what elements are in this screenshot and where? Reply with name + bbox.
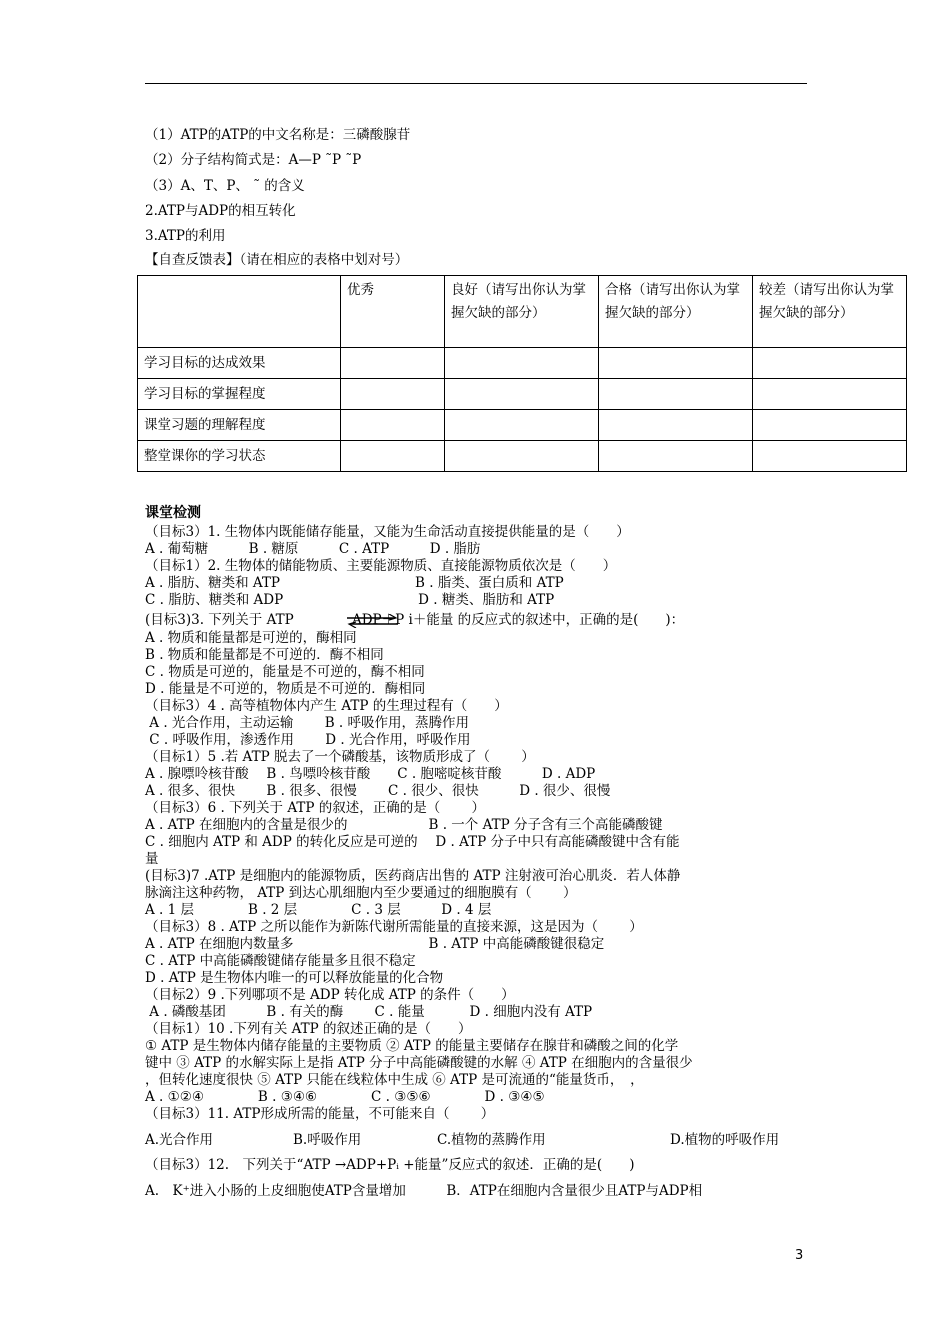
q-line: 键中 ③ ATP 的水解实际上是指 ATP 分子中高能磷酸键的水解 ④ ATP 在细胞内的含量很少: [145, 1055, 693, 1071]
q-line: （目标3）4 . 高等植物体内产生 ATP 的生理过程有（ ）: [145, 698, 508, 714]
intro-line-3: （3）A、T、P、 ˜ 的含义: [145, 178, 305, 194]
q-line: A . 1 层 B . 2 层 C . 3 层 D . 4 层: [145, 902, 492, 918]
header-rule: [145, 83, 807, 84]
feedback-header-pass: 合格（请写出你认为掌握欠缺的部分）: [599, 276, 753, 348]
feedback-cell[interactable]: [753, 348, 907, 379]
feedback-cell[interactable]: [445, 348, 599, 379]
q-line: A . ATP 在细胞内的含量是很少的 B . 一个 ATP 分子含有三个高能磷酸键: [145, 817, 663, 833]
feedback-header-row: [138, 276, 907, 348]
q-line: D . ATP 是生物体内唯一的可以释放能量的化合物: [145, 970, 444, 986]
q-line: A . 光合作用，主动运输 B . 呼吸作用，蒸腾作用: [145, 715, 469, 731]
q-line: A . ATP 在细胞内数量多 B . ATP 中高能磷酸键很稳定: [145, 936, 605, 952]
feedback-table: [137, 275, 907, 472]
q-line: (目标3)3. 下列关于 ATP ADP＋P i＋能量 的反应式的叙述中，正确的是( )：: [145, 612, 685, 628]
feedback-title: 【自查反馈表】（请在相应的表格中划对号）: [145, 252, 409, 268]
q-line: (目标3)7 .ATP 是细胞内的能源物质，医药商店出售的 ATP 注射液可治心肌炎．若人体静: [145, 868, 681, 884]
feedback-cell[interactable]: [341, 348, 445, 379]
feedback-cell[interactable]: [445, 379, 599, 410]
feedback-cell[interactable]: [599, 379, 753, 410]
intro-line-4: 2.ATP与ADP的相互转化: [145, 203, 296, 219]
q-line: A . 脂肪、糖类和 ATP B . 脂类、蛋白质和 ATP: [145, 575, 564, 591]
feedback-cell[interactable]: [341, 379, 445, 410]
q-line: C . 呼吸作用，渗透作用 D . 光合作用，呼吸作用: [145, 732, 471, 748]
q-line: C . 脂肪、糖类和 ADP D . 糖类、脂肪和 ATP: [145, 592, 555, 608]
feedback-row-label: 学习目标的达成效果: [138, 348, 341, 379]
q-line: （目标1）5 .若 ATP 脱去了一个磷酸基，该物质形成了（ ）: [145, 749, 535, 765]
q-line: A . 葡萄糖 B . 糖原 C . ATP D . 脂肪: [145, 541, 481, 557]
q-line: （目标3）1. 生物体内既能储存能量，又能为生命活动直接提供能量的是（ ）: [145, 524, 630, 540]
q-line: A . 腺嘌呤核苷酸 B . 鸟嘌呤核苷酸 C . 胞嘧啶核苷酸 D . ADP: [145, 766, 596, 782]
q-line: D . 能量是不可逆的，物质是不可逆的．酶相同: [145, 681, 426, 697]
q-line: （目标3）8 . ATP 之所以能作为新陈代谢所需能量的直接来源，这是因为（ ）: [145, 919, 643, 935]
q-line: A . 很多、很快 B . 很多、很慢 C . 很少、很快 D . 很少、很慢: [145, 783, 611, 799]
q-line: （目标1）10 .下列有关 ATP 的叙述正确的是（ ）: [145, 1021, 472, 1037]
reversible-arrow-icon: [345, 614, 400, 628]
q-line: B . 物质和能量都是不可逆的．酶不相同: [145, 647, 384, 663]
q-line: A . 物质和能量都是可逆的，酶相同: [145, 630, 357, 646]
table-row: [138, 410, 907, 441]
q-line: （目标3）11. ATP形成所需的能量，不可能来自（ ）: [145, 1106, 495, 1122]
q-line: ，但转化速度很快 ⑤ ATP 只能在线粒体中生成 ⑥ ATP 是可流通的“能量货币， ，: [145, 1072, 644, 1088]
feedback-cell[interactable]: [341, 410, 445, 441]
q11-option-a: A.光合作用: [145, 1132, 214, 1148]
intro-line-5: 3.ATP的利用: [145, 228, 226, 244]
q12-options-line: A. K⁺进入小肠的上皮细胞使ATP含量增加 B．ATP在细胞内含量很少且ATP与ADP相: [145, 1183, 703, 1199]
feedback-header-blank: [138, 276, 341, 348]
q-line: ① ATP 是生物体内储存能量的主要物质 ② ATP 的能量主要储存在腺苷和磷酸之间的化学: [145, 1038, 679, 1054]
q-line: C . 物质是可逆的，能量是不可逆的，酶不相同: [145, 664, 425, 680]
feedback-cell[interactable]: [753, 379, 907, 410]
feedback-cell[interactable]: [599, 348, 753, 379]
feedback-cell[interactable]: [599, 410, 753, 441]
q11-option-b: B.呼吸作用: [293, 1132, 362, 1148]
section-title: 课堂检测: [145, 505, 201, 521]
q11-option-d: D.植物的呼吸作用: [670, 1132, 780, 1148]
feedback-cell[interactable]: [445, 441, 599, 472]
table-row: [138, 379, 907, 410]
table-row: [138, 441, 907, 472]
intro-line-2: （2）分子结构简式是：A—P ˜P ˜P: [145, 152, 362, 168]
q-line: （目标2）9 .下列哪项不是 ADP 转化成 ATP 的条件（ ）: [145, 987, 515, 1003]
intro-line-1: （1）ATP的ATP的中文名称是：三磷酸腺苷: [145, 127, 411, 143]
feedback-cell[interactable]: [445, 410, 599, 441]
q12-stem: （目标3）12. 下列关于“ATP →ADP+Pᵢ +能量”反应式的叙述．正确的是( ): [145, 1157, 635, 1173]
feedback-row-label: 学习目标的掌握程度: [138, 379, 341, 410]
q-line: C . 细胞内 ATP 和 ADP 的转化反应是可逆的 D . ATP 分子中只有高能磷酸键中含有能: [145, 834, 680, 850]
feedback-header-poor: 较差（请写出你认为掌握欠缺的部分）: [753, 276, 907, 348]
q-line: A . 磷酸基团 B . 有关的酶 C . 能量 D . 细胞内没有 ATP: [145, 1004, 593, 1020]
feedback-row-label: 课堂习题的理解程度: [138, 410, 341, 441]
feedback-row-label: 整堂课你的学习状态: [138, 441, 341, 472]
table-row: [138, 348, 907, 379]
q-line: （目标3）6 . 下列关于 ATP 的叙述，正确的是（ ）: [145, 800, 486, 816]
page-number: 3: [795, 1248, 804, 1263]
q-line: C . ATP 中高能磷酸键储存能量多且很不稳定: [145, 953, 416, 969]
q11-option-c: C.植物的蒸腾作用: [437, 1132, 546, 1148]
feedback-cell[interactable]: [753, 410, 907, 441]
feedback-header-excellent: 优秀: [341, 276, 445, 348]
feedback-cell[interactable]: [341, 441, 445, 472]
feedback-cell[interactable]: [599, 441, 753, 472]
feedback-cell[interactable]: [753, 441, 907, 472]
feedback-header-good: 良好（请写出你认为掌握欠缺的部分）: [445, 276, 599, 348]
q-line: A . ①②④ B . ③④⑥ C . ③⑤⑥ D . ③④⑤: [145, 1089, 545, 1105]
q-line: （目标1）2. 生物体的储能物质、主要能源物质、直接能源物质依次是（ ）: [145, 558, 617, 574]
q-line: 脉滴注这种药物， ATP 到达心肌细胞内至少要通过的细胞膜有（ ）: [145, 885, 577, 901]
q-line: 量: [145, 851, 159, 867]
